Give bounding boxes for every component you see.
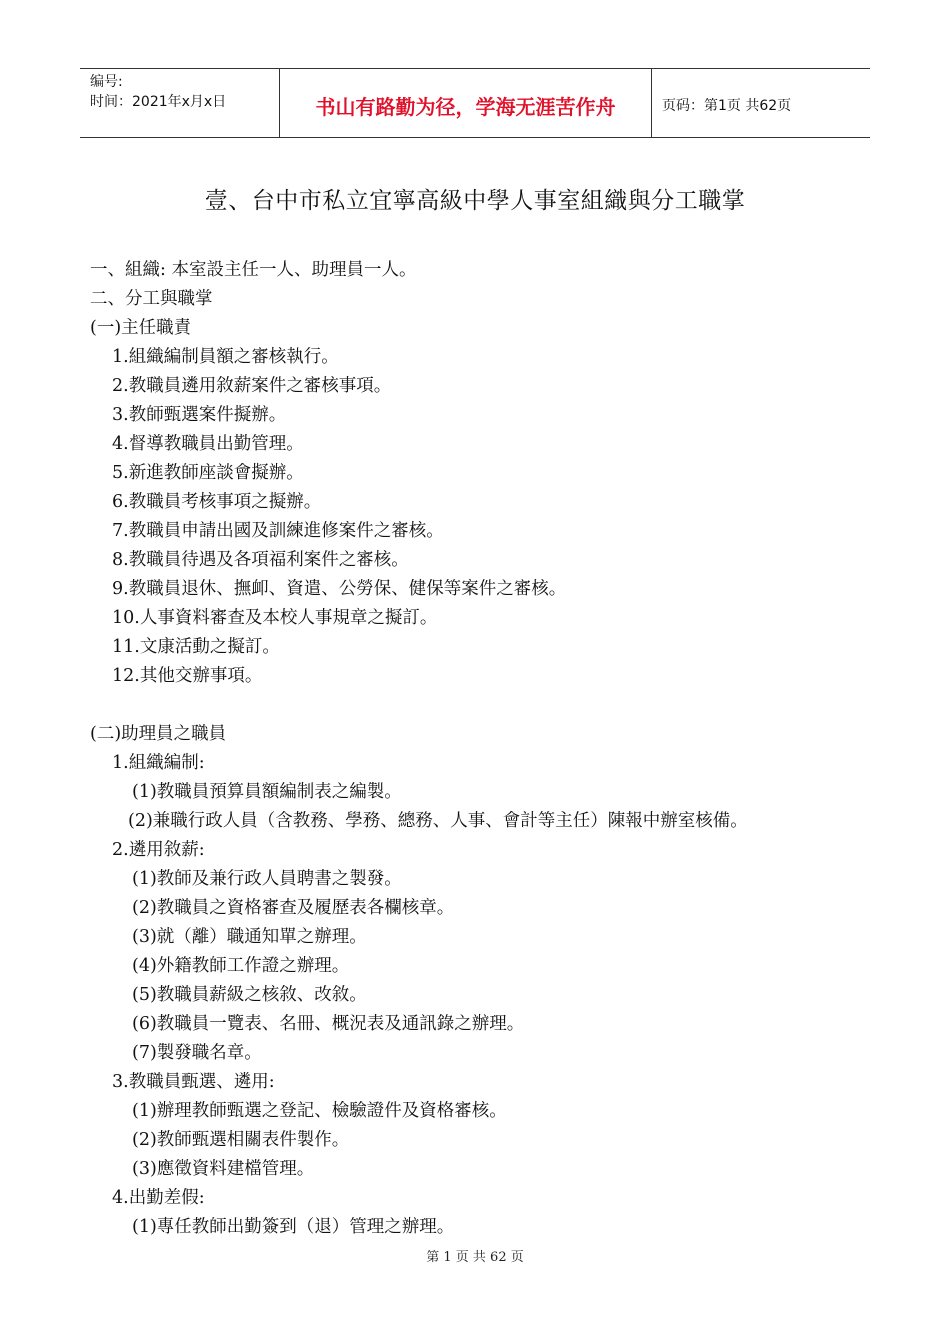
list-item: 2.教職員遴用敘薪案件之審核事項。: [112, 376, 392, 396]
sub-list-item: (7)製發職名章。: [132, 1043, 262, 1063]
sub-list-item: (2)教職員之資格審查及履歷表各欄核章。: [132, 898, 455, 918]
sub-list-item: (3)就（離）職通知單之辦理。: [132, 927, 367, 947]
list-item: 3.教職員甄選、遴用:: [112, 1072, 275, 1092]
list-item: 12.其他交辦事項。: [112, 666, 263, 686]
list-item: 3.教師甄選案件擬辦。: [112, 405, 287, 425]
list-item: 10.人事資料審查及本校人事規章之擬訂。: [112, 608, 438, 628]
sub-list-item: (1)專任教師出勤簽到（退）管理之辦理。: [132, 1217, 455, 1237]
sub-list-item: (6)教職員一覽表、名冊、概況表及通訊錄之辦理。: [132, 1014, 525, 1034]
sub-list-item: (1)辦理教師甄選之登記、檢驗證件及資格審核。: [132, 1101, 507, 1121]
header-page-info: 页码：第1页 共62页: [662, 98, 792, 114]
page-header: [80, 68, 870, 138]
page-footer: 第 1 页 共 62 页: [426, 1250, 524, 1265]
document-title: 壹、台中市私立宜寧高級中學人事室組織與分工職掌: [204, 188, 746, 214]
sub-list-item: (4)外籍教師工作證之辦理。: [132, 956, 350, 976]
list-item: 1.組織編制員額之審核執行。: [112, 347, 339, 367]
list-item: 7.教職員申請出國及訓練進修案件之審核。: [112, 521, 444, 541]
list-item: 1.組織編制:: [112, 753, 205, 773]
sub-list-item: (1)教師及兼行政人員聘書之製發。: [132, 869, 402, 889]
list-item: 6.教職員考核事項之擬辦。: [112, 492, 322, 512]
sub-list-item: (5)教職員薪級之核敘、改敘。: [132, 985, 367, 1005]
document-body: [90, 256, 890, 1242]
sub-list-item: (1)教職員預算員額編制表之編製。: [132, 782, 402, 802]
document-number-label: 编号:: [90, 74, 123, 90]
paragraph-gap: [90, 691, 890, 720]
subsection-director-heading: (一)主任職責: [90, 318, 192, 338]
header-meta: [80, 69, 280, 137]
document-time-label: 时间：2021年x月x日: [90, 94, 227, 110]
list-item: 5.新進教師座談會擬辦。: [112, 463, 304, 483]
header-slogan: 书山有路勤为径，学海无涯苦作舟: [280, 69, 652, 137]
subsection-assistant-heading: (二)助理員之職員: [90, 724, 227, 744]
sub-list-item: (2)兼職行政人員（含教務、學務、總務、人事、會計等主任）陳報中辦室核備。: [128, 811, 748, 831]
section-duties-heading: 二、分工與職掌: [90, 289, 213, 309]
list-item: 4.出勤差假:: [112, 1188, 205, 1208]
list-item: 11.文康活動之擬訂。: [112, 637, 280, 657]
list-item: 8.教職員待遇及各項福利案件之審核。: [112, 550, 409, 570]
list-item: 9.教職員退休、撫卹、資遣、公勞保、健保等案件之審核。: [112, 579, 567, 599]
list-item: 4.督導教職員出勤管理。: [112, 434, 304, 454]
sub-list-item: (2)教師甄選相關表件製作。: [132, 1130, 350, 1150]
sub-list-item: (3)應徵資料建檔管理。: [132, 1159, 315, 1179]
list-item: 2.遴用敘薪:: [112, 840, 205, 860]
section-organization: 一、組織: 本室設主任一人、助理員一人。: [90, 260, 417, 280]
